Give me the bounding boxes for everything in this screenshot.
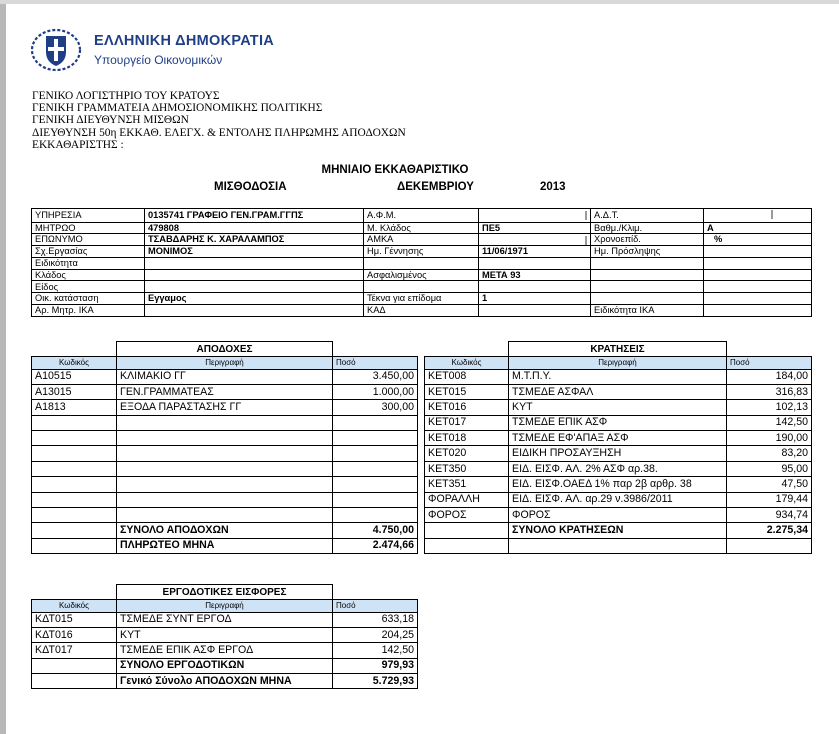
col-header-desc: Περιγραφή — [509, 357, 727, 370]
info-label: ΜΗΤΡΩΟ — [32, 222, 145, 234]
amount-cell: 316,83 — [727, 384, 812, 399]
amount-cell: 934,74 — [727, 508, 812, 523]
table-row — [32, 627, 418, 642]
grand-total-value: 5.729,93 — [333, 674, 418, 689]
republic-title: ΕΛΛΗΝΙΚΗ ΔΗΜΟΚΡΑΤΙΑ — [94, 33, 275, 49]
earnings-table — [31, 341, 418, 554]
info-value — [145, 257, 364, 269]
info-label: Βαθμ./Κλιμ. — [591, 222, 704, 234]
info-value — [704, 293, 812, 305]
table-row — [425, 446, 812, 461]
org-line: ΔΙΕΥΘΥΝΣΗ 50η ΕΚΚΑΘ. ΕΛΕΓΧ. & ΕΝΤΟΛΗΣ ΠΛΗΡΩΜΗΣ ΑΠΟΔΟΧΩΝ — [32, 126, 406, 139]
code-cell: ΚΕΤ016 — [425, 400, 509, 415]
code-cell: Α13015 — [32, 384, 117, 399]
info-label: Μ. Κλάδος — [364, 222, 479, 234]
code-cell: ΚΕΤ018 — [425, 431, 509, 446]
empty-row — [32, 477, 418, 492]
deductions-title: ΚΡΑΤΗΣΕΙΣ — [509, 342, 727, 357]
info-label — [591, 281, 704, 293]
earnings-total-row — [32, 523, 418, 538]
info-value: 0135741 ΓΡΑΦΕΙΟ ΓΕΝ.ΓΡΑΜ.ΓΓΠΣ — [145, 209, 364, 223]
deductions-table — [424, 341, 812, 554]
desc-cell: ΦΟΡΟΣ — [509, 508, 727, 523]
info-value: 1 — [479, 293, 591, 305]
empty-row — [32, 461, 418, 476]
blank-cell — [333, 585, 418, 600]
desc-cell: ΤΣΜΕΔΕ ΕΦ'ΑΠΑΞ ΑΣΦ — [509, 431, 727, 446]
info-value — [704, 305, 812, 317]
amount-cell: 633,18 — [333, 612, 418, 627]
info-label — [591, 257, 704, 269]
employer-total-row — [32, 658, 418, 673]
net-pay-value: 2.474,66 — [333, 538, 418, 553]
code-cell: ΚΕΤ351 — [425, 477, 509, 492]
col-header-desc: Περιγραφή — [117, 357, 333, 370]
info-row — [32, 222, 812, 234]
grand-total-label: Γενικό Σύνολο ΑΠΟΔΟΧΩΝ ΜΗΝΑ — [117, 674, 333, 689]
org-line: ΕΚΚΑΘΑΡΙΣΤΗΣ : — [32, 138, 124, 151]
redaction-mark — [585, 236, 587, 245]
info-value: ΠΕ5 — [479, 222, 591, 234]
table-row — [425, 477, 812, 492]
amount-cell: 3.450,00 — [333, 369, 418, 384]
net-pay-row — [32, 538, 418, 553]
code-cell: ΚΔΤ016 — [32, 627, 117, 642]
table-row — [425, 384, 812, 399]
payroll-year: 2013 — [540, 181, 566, 193]
code-cell: ΚΕΤ017 — [425, 415, 509, 430]
table-row — [425, 431, 812, 446]
blank-cell — [333, 342, 418, 357]
info-value — [704, 257, 812, 269]
info-value: ΤΣΑΒΔΑΡΗΣ Κ. ΧΑΡΑΛΑΜΠΟΣ — [145, 234, 364, 246]
info-label: Χρονοεπίδ. — [591, 234, 704, 246]
col-header-code: Κωδικός — [425, 357, 509, 370]
info-label: ΕΠΩΝΥΜΟ — [32, 234, 145, 246]
info-value-redacted — [479, 209, 591, 223]
amount-cell: 179,44 — [727, 492, 812, 507]
redaction-mark — [771, 210, 773, 219]
empty-row — [425, 538, 812, 553]
redaction-mark — [585, 211, 587, 220]
info-row — [32, 246, 812, 258]
earnings-title: ΑΠΟΔΟΧΕΣ — [117, 342, 333, 357]
employer-contributions-table — [31, 584, 418, 689]
info-value — [704, 246, 812, 258]
table-row — [425, 415, 812, 430]
table-row — [425, 508, 812, 523]
amount-cell: 204,25 — [333, 627, 418, 642]
table-row — [32, 612, 418, 627]
col-header-amount: Ποσό — [333, 600, 418, 613]
info-label: Α.Δ.Τ. — [591, 209, 704, 223]
empty-row — [32, 446, 418, 461]
desc-cell: ΤΣΜΕΔΕ ΕΠΙΚ ΑΣΦ — [509, 415, 727, 430]
info-label: Τέκνα για επίδομα — [364, 293, 479, 305]
info-label — [591, 269, 704, 281]
info-value — [145, 281, 364, 293]
desc-cell: ΕΞΟΔΑ ΠΑΡΑΣΤΑΣΗΣ ΓΓ — [117, 400, 333, 415]
amount-cell: 142,50 — [727, 415, 812, 430]
info-value: Α — [704, 222, 812, 234]
amount-cell: 83,20 — [727, 446, 812, 461]
info-value — [479, 281, 591, 293]
info-label: Κλάδος — [32, 269, 145, 281]
info-value — [145, 269, 364, 281]
info-value-redacted — [704, 209, 812, 223]
info-value: ΜΟΝΙΜΟΣ — [145, 246, 364, 258]
info-row — [32, 257, 812, 269]
code-cell: ΦΟΡΟΣ — [425, 508, 509, 523]
info-label: Ασφαλισμένος — [364, 269, 479, 281]
employer-total-label: ΣΥΝΟΛΟ ΕΡΓΟΔΟΤΙΚΩΝ — [117, 658, 333, 673]
amount-cell: 142,50 — [333, 643, 418, 658]
info-value: 11/06/1971 — [479, 246, 591, 258]
earnings-total-label: ΣΥΝΟΛΟ ΑΠΟΔΟΧΩΝ — [117, 523, 333, 538]
earnings-total-value: 4.750,00 — [333, 523, 418, 538]
employee-info-table — [31, 208, 812, 317]
code-cell: ΚΕΤ015 — [425, 384, 509, 399]
net-pay-label: ΠΛΗΡΩΤΕΟ ΜΗΝΑ — [117, 538, 333, 553]
code-cell: ΦΟΡΑΛΛΗ — [425, 492, 509, 507]
code-cell: ΚΔΤ017 — [32, 643, 117, 658]
info-label — [364, 257, 479, 269]
table-row — [425, 461, 812, 476]
employer-title: ΕΡΓΟΔΟΤΙΚΕΣ ΕΙΣΦΟΡΕΣ — [117, 585, 333, 600]
viewer-top-edge — [0, 0, 839, 4]
info-value — [479, 305, 591, 317]
info-value: Εγγαμος — [145, 293, 364, 305]
empty-row — [32, 431, 418, 446]
info-label — [364, 281, 479, 293]
desc-cell: ΕΙΔ. ΕΙΣΦ. ΑΛ. 2% ΑΣΦ αρ.38. — [509, 461, 727, 476]
table-row — [32, 369, 418, 384]
info-label: Ειδικότητα — [32, 257, 145, 269]
info-value — [145, 305, 364, 317]
grand-total-row — [32, 674, 418, 689]
col-header-desc: Περιγραφή — [117, 600, 333, 613]
info-label: Οικ. κατάσταση — [32, 293, 145, 305]
table-row — [425, 492, 812, 507]
info-label: ΥΠΗΡΕΣΙΑ — [32, 209, 145, 223]
document-title: ΜΗΝΙΑΙΟ ΕΚΚΑΘΑΡΙΣΤΙΚΟ — [321, 164, 469, 176]
info-label — [591, 293, 704, 305]
info-label: Ημ. Πρόσληψης — [591, 246, 704, 258]
amount-cell: 102,13 — [727, 400, 812, 415]
desc-cell: ΤΣΜΕΔΕ ΑΣΦΑΛ — [509, 384, 727, 399]
info-row — [32, 293, 812, 305]
info-row — [32, 305, 812, 317]
amount-cell: 300,00 — [333, 400, 418, 415]
info-row — [32, 281, 812, 293]
table-row — [425, 400, 812, 415]
viewer-edge — [0, 0, 6, 734]
table-row — [32, 400, 418, 415]
empty-row — [32, 415, 418, 430]
employer-total-value: 979,93 — [333, 658, 418, 673]
amount-cell: 190,00 — [727, 431, 812, 446]
table-row — [32, 643, 418, 658]
desc-cell: ΤΣΜΕΔΕ ΕΠΙΚ ΑΣΦ ΕΡΓΟΔ — [117, 643, 333, 658]
info-label: Είδος — [32, 281, 145, 293]
code-cell: Α1813 — [32, 400, 117, 415]
col-header-code: Κωδικός — [32, 600, 117, 613]
info-row — [32, 269, 812, 281]
desc-cell: ΚΥΤ — [509, 400, 727, 415]
info-label: ΑΜΚΑ — [364, 234, 479, 246]
ministry-name: Υπουργείο Οικονομικών — [94, 53, 223, 67]
org-line: ΓΕΝΙΚΟ ΛΟΓΙΣΤΗΡΙΟ ΤΟΥ ΚΡΑΤΟΥΣ — [32, 90, 220, 102]
payroll-label: ΜΙΣΘΟΔΟΣΙΑ — [214, 181, 287, 193]
deductions-total-value: 2.275,34 — [727, 523, 812, 538]
payroll-month: ΔΕΚΕΜΒΡΙΟΥ — [397, 181, 474, 193]
info-value — [704, 269, 812, 281]
code-cell: ΚΕΤ350 — [425, 461, 509, 476]
info-value — [704, 281, 812, 293]
org-line: ΓΕΝΙΚΗ ΓΡΑΜΜΑΤΕΙΑ ΔΗΜΟΣΙΟΝΟΜΙΚΗΣ ΠΟΛΙΤΙΚΗΣ — [32, 102, 323, 115]
amount-cell: 184,00 — [727, 369, 812, 384]
amount-cell: 1.000,00 — [333, 384, 418, 399]
deductions-total-row — [425, 523, 812, 538]
info-row — [32, 234, 812, 246]
desc-cell: Μ.Τ.Π.Υ. — [509, 369, 727, 384]
col-header-amount: Ποσό — [727, 357, 812, 370]
empty-row — [32, 508, 418, 523]
desc-cell: ΚΥΤ — [117, 627, 333, 642]
code-cell: ΚΕΤ020 — [425, 446, 509, 461]
blank-cell — [32, 585, 117, 600]
org-line: ΓΕΝΙΚΗ ΔΙΕΥΘΥΝΣΗ ΜΙΣΘΩΝ — [32, 114, 189, 127]
col-header-code: Κωδικός — [32, 357, 117, 370]
info-label: Σχ.Εργασίας — [32, 246, 145, 258]
empty-row — [32, 492, 418, 507]
desc-cell: ΕΙΔΙΚΗ ΠΡΟΣΑΥΞΗΣΗ — [509, 446, 727, 461]
info-label: Ειδικότητα ΙΚΑ — [591, 305, 704, 317]
info-value — [479, 257, 591, 269]
greek-coat-of-arms-icon — [30, 28, 82, 72]
desc-cell: ΤΣΜΕΔΕ ΣΥΝΤ ΕΡΓΟΔ — [117, 612, 333, 627]
table-row — [32, 384, 418, 399]
amount-cell: 47,50 — [727, 477, 812, 492]
blank-cell — [32, 342, 117, 357]
code-cell: ΚΕΤ008 — [425, 369, 509, 384]
desc-cell: ΕΙΔ. ΕΙΣΦ.ΟΑΕΔ 1% παρ 2β αρθρ. 38 — [509, 477, 727, 492]
info-value: 479808 — [145, 222, 364, 234]
code-cell: Α10515 — [32, 369, 117, 384]
info-label: ΚΑΔ — [364, 305, 479, 317]
letterhead — [30, 28, 274, 72]
code-cell: ΚΔΤ015 — [32, 612, 117, 627]
deductions-total-label: ΣΥΝΟΛΟ ΚΡΑΤΗΣΕΩΝ — [509, 523, 727, 538]
info-value: % — [704, 234, 812, 246]
desc-cell: ΕΙΔ. ΕΙΣΦ. ΑΛ. αρ.29 ν.3986/2011 — [509, 492, 727, 507]
info-label: Ημ. Γέννησης — [364, 246, 479, 258]
desc-cell: ΚΛΙΜΑΚΙΟ ΓΓ — [117, 369, 333, 384]
blank-cell — [727, 342, 812, 357]
col-header-amount: Ποσό — [333, 357, 418, 370]
organization-block — [32, 90, 406, 151]
info-label: Α.Φ.Μ. — [364, 209, 479, 223]
desc-cell: ΓΕΝ.ΓΡΑΜΜΑΤΕΑΣ — [117, 384, 333, 399]
amount-cell: 95,00 — [727, 461, 812, 476]
blank-cell — [425, 342, 509, 357]
info-value: ΜΕΤΑ 93 — [479, 269, 591, 281]
info-label: Αρ. Μητρ. ΙΚΑ — [32, 305, 145, 317]
table-row — [425, 369, 812, 384]
info-row — [32, 209, 812, 223]
info-value-redacted — [479, 234, 591, 246]
